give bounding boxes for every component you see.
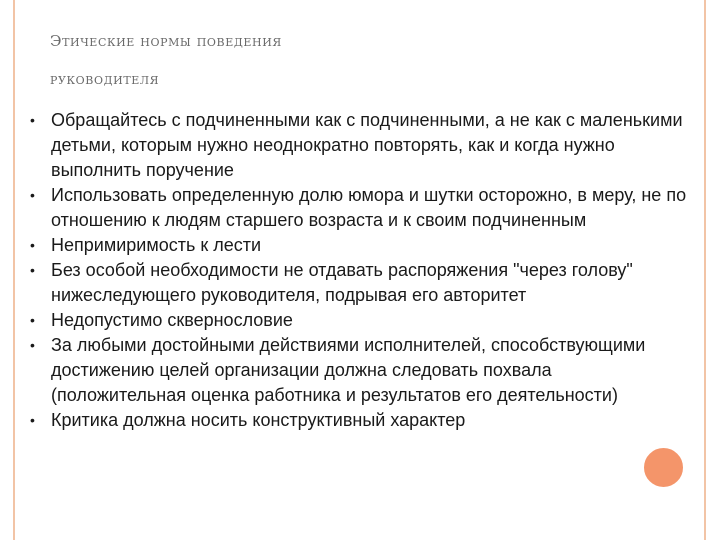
bullet-icon: • <box>30 262 35 278</box>
bullet-icon: • <box>30 312 35 328</box>
bullet-item <box>30 258 690 308</box>
slide-title-line-2: руководителя <box>50 70 160 88</box>
bullet-item <box>30 108 690 183</box>
bullet-icon: • <box>30 237 35 253</box>
right-frame-line <box>704 0 706 540</box>
bullet-icon: • <box>30 187 35 203</box>
bullet-text: Непримиримость к лести <box>51 235 262 255</box>
bullet-text: Недопустимо сквернословие <box>51 310 293 330</box>
bullet-icon: • <box>30 112 35 128</box>
bullet-list <box>30 108 690 433</box>
bullet-item <box>30 183 690 233</box>
slide-title-line-1: Этические нормы поведения <box>50 32 282 50</box>
bullet-text: Критика должна носить конструктивный характер <box>51 410 466 430</box>
bullet-text: Использовать определенную долю юмора и шутки осторожно, в меру, не по отношению к людям старшего возраста и к своим подчиненным <box>51 185 687 230</box>
slide-title <box>50 22 670 98</box>
bullet-text: Обращайтесь с подчиненными как с подчиненными, а не как с маленькими детьми, которым нужно неоднократно повторять, как и когда нужно выполнить поручение <box>51 110 683 180</box>
bullet-item <box>30 308 690 333</box>
bullet-icon: • <box>30 337 35 353</box>
left-frame-line <box>13 0 15 540</box>
bullet-item <box>30 408 690 433</box>
bullet-item <box>30 233 690 258</box>
bullet-item <box>30 333 690 408</box>
accent-circle <box>642 446 685 489</box>
bullet-text: Без особой необходимости не отдавать распоряжения "через голову" нижеследующего руководителя, подрывая его авторитет <box>51 260 633 305</box>
bullet-text: За любыми достойными действиями исполнителей, способствующими достижению целей организации должна следовать похвала (положительная оценка работника и результатов его деятельности) <box>51 335 646 405</box>
bullet-icon: • <box>30 412 35 428</box>
